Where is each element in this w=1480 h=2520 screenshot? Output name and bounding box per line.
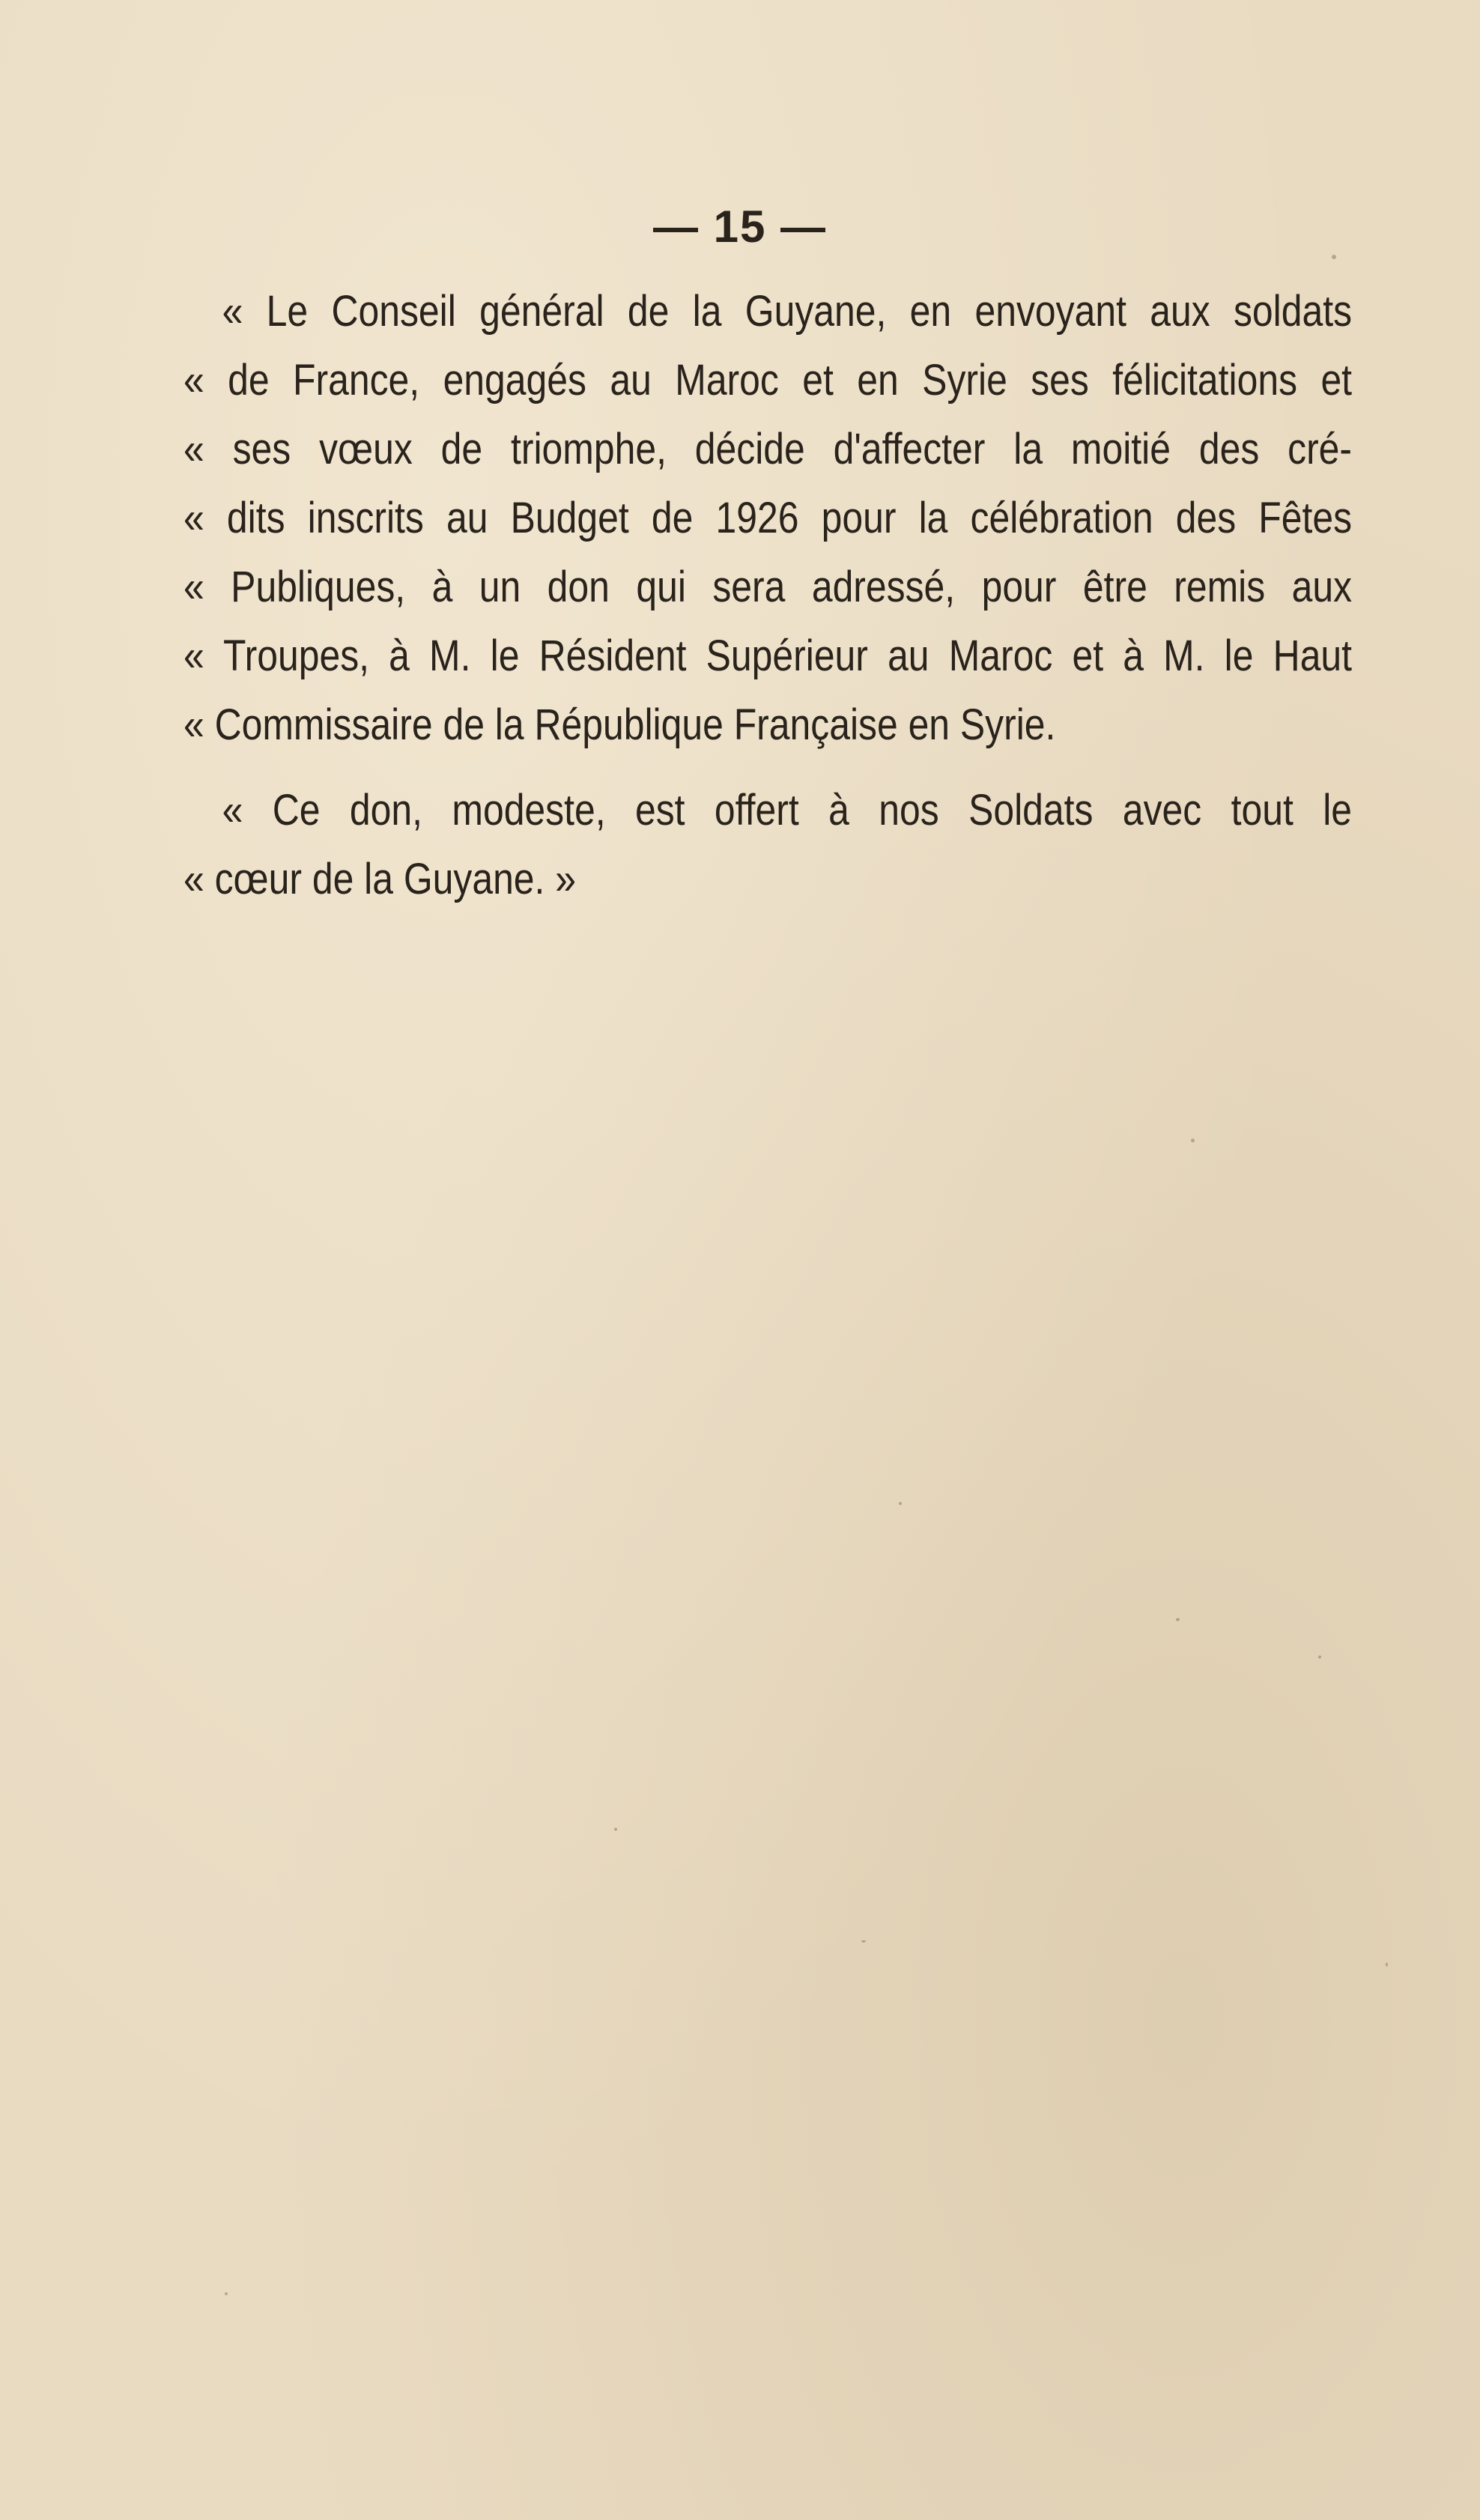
text-line: « Commissaire de la République Française en Syrie. (184, 700, 1056, 749)
text-line: « Publiques, à un don qui sera adressé, pour être remis aux (184, 563, 1353, 611)
paper-speck (1318, 1656, 1321, 1659)
paragraph-gift (184, 776, 1352, 914)
text-line: « de France, engagés au Maroc et en Syrie ses félicitations et (184, 356, 1353, 405)
page-number: — 15 — (652, 202, 828, 252)
text-line: « Le Conseil général de la Guyane, en envoyant aux soldats (222, 287, 1353, 336)
paper-speck (1191, 1139, 1195, 1142)
paper-speck (861, 1940, 866, 1942)
text-line: « Ce don, modeste, est offert à nos Soldats avec tout le (222, 786, 1353, 835)
text-line: « cœur de la Guyane. » (184, 855, 577, 903)
paper-speck (1386, 1963, 1388, 1966)
text-line: « dits inscrits au Budget de 1926 pour la célébration des Fêtes (184, 494, 1353, 542)
paper-speck (899, 1502, 902, 1505)
paragraph-gap (184, 760, 1352, 776)
text-line: « Troupes, à M. le Résident Supérieur au Maroc et à M. le Haut (184, 631, 1353, 680)
paper-speck (1176, 1618, 1180, 1621)
paragraph-resolution (184, 277, 1352, 760)
paper-speck (225, 2292, 228, 2295)
text-line: « ses vœux de triomphe, décide d'affecter la moitié des cré- (184, 425, 1353, 473)
body-text (184, 277, 1352, 914)
paper-speck (1332, 255, 1336, 259)
paper-speck (614, 1828, 617, 1831)
